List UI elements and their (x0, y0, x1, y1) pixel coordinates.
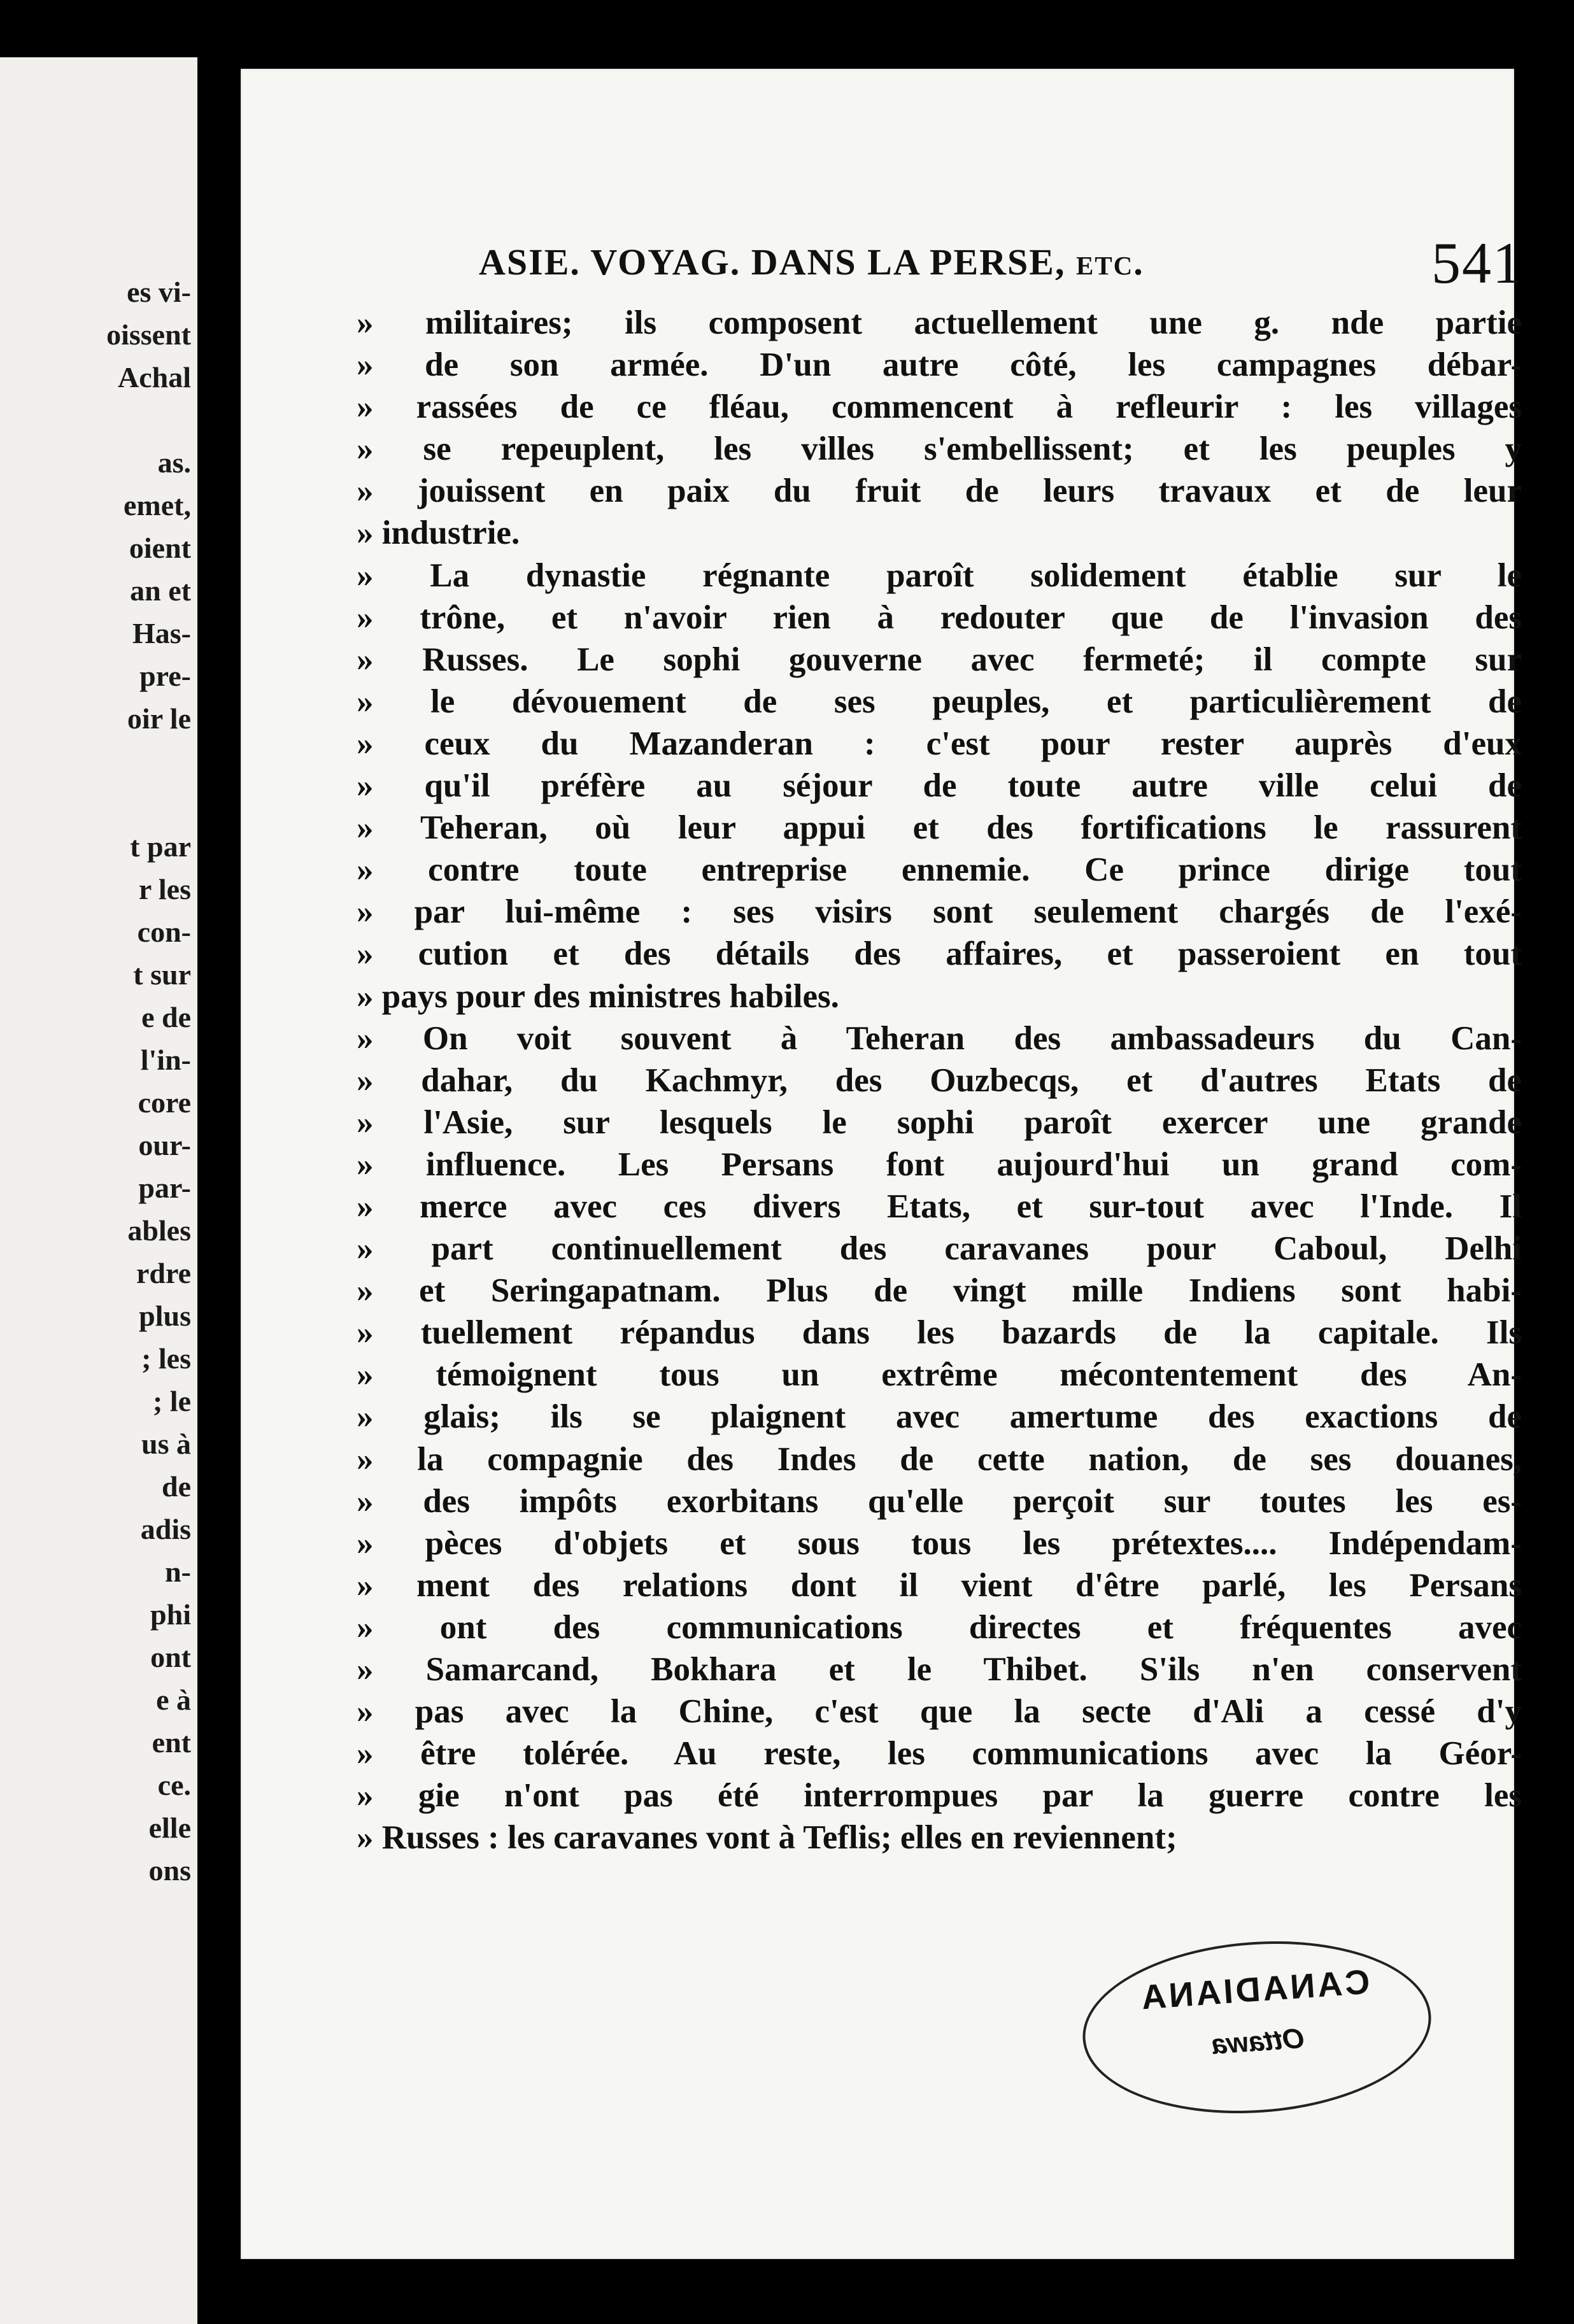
text-line: » des impôts exorbitans qu'elle perçoit sur toutes les es- (357, 1482, 1522, 1520)
text-line: » Teheran, où leur appui et des fortifications le rassurent (357, 809, 1522, 847)
facing-page-line: adis (140, 1513, 191, 1545)
facing-page-line: ont (150, 1641, 191, 1673)
facing-page-line: e de (141, 1001, 191, 1033)
text-line: » trône, et n'avoir rien à redouter que de l'invasion des (357, 599, 1522, 636)
facing-page-line: ; le (152, 1385, 191, 1417)
facing-page-line (0, 185, 191, 228)
text-line: » pas avec la Chine, c'est que la secte d'Ali a cessé d'y (357, 1693, 1522, 1731)
facing-page-line: ent (152, 1726, 191, 1759)
facing-page-line (0, 57, 191, 100)
facing-page-line: oissent (106, 318, 191, 351)
facing-page-line: emet, (124, 489, 191, 521)
text-line: » le dévouement de ses peuples, et particulièrement de (357, 683, 1522, 720)
facing-page-line (0, 740, 191, 783)
text-line: » cution et des détails des affaires, et passeroient en tout (357, 935, 1522, 973)
facing-page-line: an et (130, 574, 191, 607)
text-line: » merce avec ces divers Etats, et sur-tout avec l'Inde. Il (357, 1187, 1522, 1225)
facing-page-line: n- (165, 1555, 191, 1588)
text-line: » pèces d'objets et sous tous les prétextes.... Indépendam- (357, 1524, 1522, 1562)
stamp-line: Ottawa (1210, 2022, 1306, 2061)
text-line: » par lui-même : ses visirs sont seulement chargés de l'exé- (357, 893, 1522, 931)
page-number: 541 (1431, 230, 1523, 295)
facing-page-line: Has- (132, 617, 191, 649)
facing-page-line: phi (150, 1598, 191, 1631)
facing-page-line: core (138, 1086, 191, 1119)
text-line: » glais; ils se plaignent avec amertume des exactions de (357, 1398, 1522, 1436)
text-line: » industrie. (357, 514, 520, 552)
text-line: » influence. Les Persans font aujourd'hui un grand com- (357, 1145, 1522, 1183)
text-line: » rassées de ce fléau, commencent à refleurir : les villages (357, 388, 1522, 426)
text-line: » dahar, du Kachmyr, des Ouzbecqs, et d'autres Etats de (357, 1061, 1522, 1099)
facing-page-text (0, 57, 191, 1892)
facing-page-line: ce. (157, 1769, 191, 1801)
facing-page-line: as. (157, 446, 191, 479)
text-line: » Russes. Le sophi gouverne avec fermeté; il compte sur (357, 641, 1522, 678)
facing-page-line (0, 143, 191, 185)
facing-page-line: l'in- (140, 1044, 191, 1076)
book-gutter (197, 57, 242, 2324)
text-line: » l'Asie, sur lesquels le sophi paroît exercer une grande (357, 1103, 1522, 1141)
facing-page-line: ; les (141, 1342, 191, 1375)
text-line: » On voit souvent à Teheran des ambassadeurs du Can- (357, 1019, 1522, 1057)
text-line: » témoignent tous un extrême mécontentement des An- (357, 1356, 1522, 1394)
facing-page-line: Achal (118, 361, 191, 393)
text-line: » pays pour des ministres habiles. (357, 977, 839, 1015)
facing-page-edge (0, 57, 197, 2324)
text-line: » gie n'ont pas été interrompues par la guerre contre les (357, 1777, 1522, 1815)
facing-page-line: e à (156, 1683, 191, 1716)
book-page (241, 69, 1523, 2259)
text-line: » se repeuplent, les villes s'embellissent; et les peuples y (357, 430, 1522, 468)
facing-page-line: t sur (133, 958, 191, 991)
facing-page-line (0, 228, 191, 271)
facing-page-line: oient (129, 532, 191, 564)
facing-page-line (0, 783, 191, 825)
text-line: » contre toute entreprise ennemie. Ce prince dirige tout (357, 851, 1522, 889)
text-line: » et Seringapatnam. Plus de vingt mille Indiens sont habi- (357, 1272, 1522, 1310)
text-line: » jouissent en paix du fruit de leurs travaux et de leur (357, 472, 1522, 510)
facing-page-line: plus (139, 1300, 191, 1332)
text-line: » Samarcand, Bokhara et le Thibet. S'ils n'en conservent (357, 1651, 1522, 1688)
text-line: » ont des communications directes et fréquentes avec (357, 1608, 1522, 1646)
facing-page-line: ons (148, 1854, 191, 1887)
facing-page-line: r les (138, 873, 191, 905)
facing-page-line: con- (137, 916, 191, 948)
text-line: » être tolérée. Au reste, les communications avec la Géor- (357, 1735, 1522, 1773)
text-line: » La dynastie régnante paroît solidement établie sur le (357, 556, 1522, 594)
facing-page-line: oir le (127, 702, 191, 735)
text-line: » qu'il préfère au séjour de toute autre ville celui de (357, 767, 1522, 805)
facing-page-line (0, 100, 191, 143)
facing-page-line: rdre (136, 1257, 191, 1289)
facing-page-line: t par (130, 830, 191, 863)
facing-page-line: par- (138, 1172, 191, 1204)
body-text (357, 302, 1522, 1859)
stamp-line: CANADIANA (1137, 1962, 1372, 2017)
running-head (479, 230, 1523, 295)
text-line: » ceux du Mazanderan : c'est pour rester auprès d'eux (357, 725, 1522, 762)
text-line: » militaires; ils composent actuellement une g. nde partie (357, 304, 1522, 341)
text-line: » Russes : les caravanes vont à Teflis; elles en reviennent; (357, 1819, 1177, 1857)
text-line: » ment des relations dont il vient d'être parlé, les Persans (357, 1566, 1522, 1604)
facing-page-line: ables (127, 1214, 191, 1247)
facing-page-line: de (162, 1470, 191, 1503)
text-line: » la compagnie des Indes de cette nation, de ses douanes, (357, 1440, 1522, 1478)
running-head-title: ASIE. VOYAG. DANS LA PERSE, etc. (479, 241, 1144, 283)
facing-page-line (0, 399, 191, 441)
text-line: » de son armée. D'un autre côté, les campagnes débar- (357, 346, 1522, 384)
text-line: » tuellement répandus dans les bazards de la capitale. Ils (357, 1314, 1522, 1352)
facing-page-line: elle (148, 1811, 191, 1844)
facing-page-line: pre- (139, 660, 191, 692)
facing-page-line: us à (141, 1428, 191, 1460)
text-line: » part continuellement des caravanes pour Caboul, Delhi (357, 1230, 1522, 1268)
facing-page-line: our- (138, 1129, 191, 1161)
facing-page-line: es vi- (127, 276, 191, 308)
